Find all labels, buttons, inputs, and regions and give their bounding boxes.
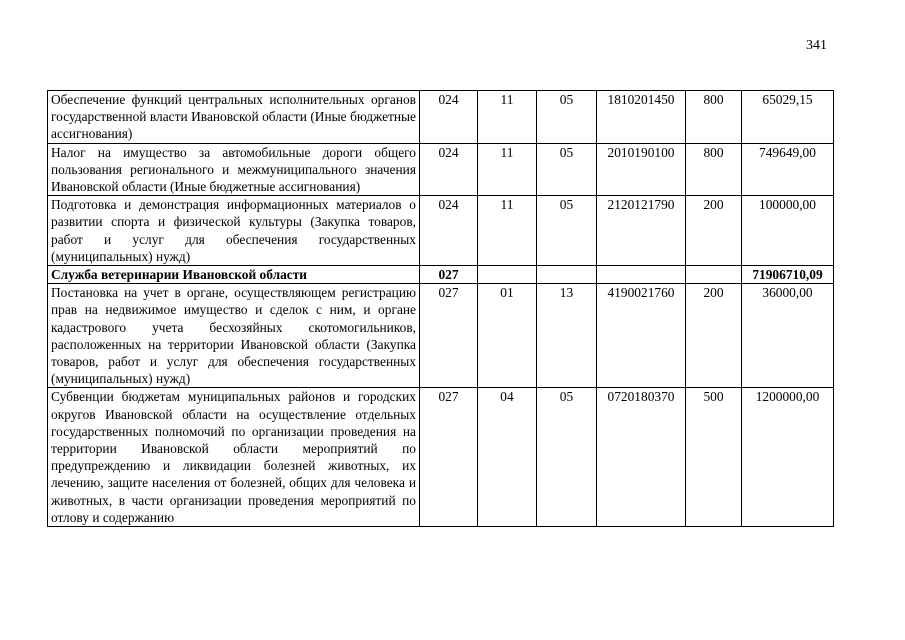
row-description: Служба ветеринарии Ивановской области: [48, 266, 420, 284]
row-description: Подготовка и демонстрация информационных материалов о развитии спорта и физической культуры (Закупка товаров, работ и услуг для обеспечения государственных (муниципальных) нужд): [48, 196, 420, 266]
target-article-code: 0720180370: [597, 388, 686, 527]
ministry-code: 027: [420, 266, 478, 284]
row-description: Обеспечение функций центральных исполнительных органов государственной власти Ивановской области (Иные бюджетные ассигнования): [48, 91, 420, 144]
ministry-code: 024: [420, 91, 478, 144]
section-code: [478, 266, 537, 284]
ministry-code: 027: [420, 388, 478, 527]
amount: 1200000,00: [742, 388, 834, 527]
section-code: 11: [478, 91, 537, 144]
subsection-code: 13: [537, 284, 597, 388]
expense-type-code: 200: [686, 196, 742, 266]
table-row-heading: [48, 266, 834, 284]
row-description: Субвенции бюджетам муниципальных районов и городских округов Ивановской области на осуществление отдельных государственных полномочий по организации проведения на территории Ивановской области мероприятий по предупреждению и ликвидации болезней животных, их лечению, защите населения от болезней, общих для человека и животных, в части организации проведения мероприятий по отлову и содержанию: [48, 388, 420, 527]
target-article-code: 2010190100: [597, 143, 686, 196]
subsection-code: 05: [537, 196, 597, 266]
table-row: [48, 143, 834, 196]
amount: 65029,15: [742, 91, 834, 144]
amount: 71906710,09: [742, 266, 834, 284]
section-code: 11: [478, 196, 537, 266]
subsection-code: [537, 266, 597, 284]
row-description: Постановка на учет в органе, осуществляющем регистрацию прав на недвижимое имущество и сделок с ним, и органе кадастрового учета бесхозяйных скотомогильников, расположенных на территории Ивановской области (Закупка товаров, работ и услуг для обеспечения государственных (муниципальных) нужд): [48, 284, 420, 388]
section-code: 04: [478, 388, 537, 527]
table-row: [48, 196, 834, 266]
ministry-code: 024: [420, 196, 478, 266]
table-row: [48, 388, 834, 527]
page-number: 341: [806, 38, 827, 53]
amount: 36000,00: [742, 284, 834, 388]
budget-table: [47, 90, 834, 527]
expense-type-code: 500: [686, 388, 742, 527]
amount: 100000,00: [742, 196, 834, 266]
row-description: Налог на имущество за автомобильные дороги общего пользования регионального и межмуниципального значения Ивановской области (Иные бюджетные ассигнования): [48, 143, 420, 196]
expense-type-code: 800: [686, 91, 742, 144]
target-article-code: 2120121790: [597, 196, 686, 266]
expense-type-code: [686, 266, 742, 284]
target-article-code: [597, 266, 686, 284]
ministry-code: 027: [420, 284, 478, 388]
target-article-code: 4190021760: [597, 284, 686, 388]
subsection-code: 05: [537, 91, 597, 144]
section-code: 11: [478, 143, 537, 196]
section-code: 01: [478, 284, 537, 388]
expense-type-code: 200: [686, 284, 742, 388]
target-article-code: 1810201450: [597, 91, 686, 144]
table-row: [48, 91, 834, 144]
ministry-code: 024: [420, 143, 478, 196]
table-row: [48, 284, 834, 388]
amount: 749649,00: [742, 143, 834, 196]
subsection-code: 05: [537, 143, 597, 196]
subsection-code: 05: [537, 388, 597, 527]
expense-type-code: 800: [686, 143, 742, 196]
